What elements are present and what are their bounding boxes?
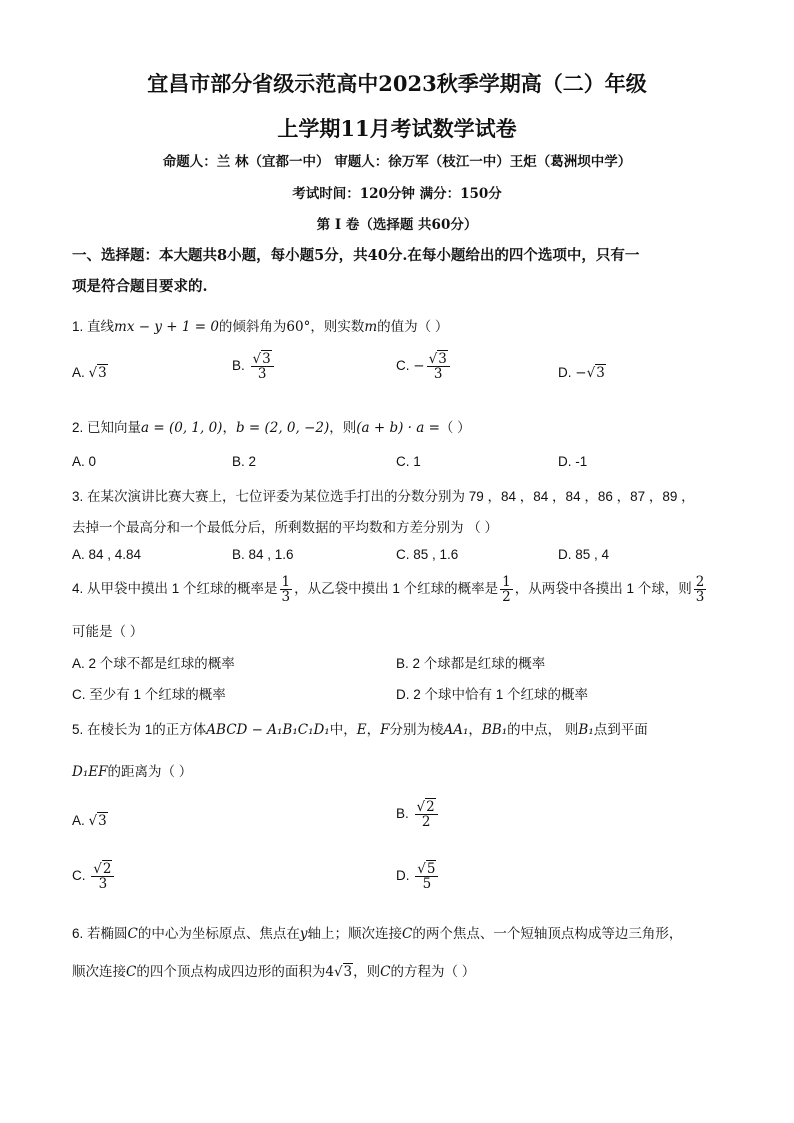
q4-text-part3: ，从两袋中各摸出 1 个球，则 <box>514 581 692 597</box>
q2-option-b[interactable]: B. 2 <box>232 454 257 469</box>
q1-number-text: 1. 直线 <box>72 319 115 334</box>
q1-option-a-value: √3 <box>88 365 107 381</box>
q1-option-a[interactable] <box>72 365 108 381</box>
q5-option-b-label: B. <box>396 806 409 822</box>
q2-text-start: 2. 已知向量 <box>72 420 142 435</box>
q5-cube-name: ABCD − A₁B₁C₁D₁ <box>206 722 330 738</box>
q6-text-part2: 的中心为坐标原点、焦点在 <box>137 926 300 941</box>
q2-end-text: （ ） <box>439 420 471 435</box>
q2-option-d[interactable]: D. -1 <box>558 454 588 469</box>
q4-fraction-2: $\frac{1}{2}$ <box>502 574 511 606</box>
question-2-stem <box>72 416 471 436</box>
q1-tail-text: ，则实数 <box>310 319 365 334</box>
q5-option-a-value: √3 <box>88 813 107 829</box>
q2-expression: (a + b) · a = <box>356 420 440 436</box>
q1-option-d[interactable] <box>558 365 606 381</box>
q1-angle: 60° <box>286 319 311 335</box>
q2-option-a[interactable]: A. 0 <box>72 454 97 469</box>
q5-text-part6: 点到平面 <box>593 722 648 737</box>
q2-vector-a: a = (0, 1, 0) <box>141 420 223 436</box>
q5-text-part3: 分别为棱 <box>389 722 444 737</box>
q5-comma: ， <box>366 722 381 737</box>
q1-option-b-fraction: $\frac{√3}{3}$ <box>251 352 274 381</box>
q6-text-part3: 轴上；顺次连接 <box>307 926 402 941</box>
q5-option-d-fraction: $\frac{√5}{5}$ <box>415 862 438 891</box>
question-3-line1: 3. 在某次演讲比赛大赛上，七位评委为某位选手打出的分数分别为 79 ，84 ，84 ，84 ，86 ，87 ，89 ， <box>72 489 695 504</box>
q5-option-d[interactable] <box>396 862 440 891</box>
q4-fraction-3: $\frac{2}{3}$ <box>695 574 705 606</box>
q6-area-coefficient: 4 <box>325 964 334 980</box>
q1-option-a-label: A. <box>72 365 85 380</box>
q4-option-d[interactable]: D. 2 个球中恰有 1 个红球的概率 <box>396 687 589 702</box>
q1-option-b-label: B. <box>232 358 245 374</box>
q5-plane-name: D₁EF <box>72 764 108 780</box>
q5-option-b[interactable] <box>396 800 440 829</box>
q6-ellipse-c: C <box>127 926 138 942</box>
q5-line2-tail: 的距离为（ ） <box>107 764 193 779</box>
q1-option-d-value: √3 <box>586 365 605 381</box>
q3-option-a[interactable]: A. 84 , 4.84 <box>72 547 142 562</box>
question-6-line2 <box>72 960 475 980</box>
q5-option-b-fraction: $\frac{√2}{2}$ <box>415 800 438 829</box>
authors-line: 命题人：兰 林（宜都一中） 审题人：徐万军（枝江一中）王炬（葛洲坝中学） <box>162 154 632 170</box>
section-instructions-line1: 一、选择题：本大题共8小题，每小题5分，共40分.在每小题给出的四个选项中，只有一 <box>72 247 640 264</box>
q3-option-c[interactable]: C. 85 , 1.6 <box>396 547 459 562</box>
q5-option-c-label: C. <box>72 868 86 884</box>
q6-line2-part1: 顺次连接 <box>72 964 126 979</box>
q2-then-text: ，则 <box>329 420 357 435</box>
q3-option-b[interactable]: B. 84 , 1.6 <box>232 547 294 562</box>
q5-edge-aa1: AA₁ <box>443 722 469 738</box>
q5-option-c[interactable] <box>72 862 116 891</box>
q1-end-text: 的值为（ ） <box>377 319 449 334</box>
q2-comma: ， <box>222 420 236 435</box>
q4-text-part1: 4. 从甲袋中摸出 1 个红球的概率是 <box>72 581 278 597</box>
q4-option-c[interactable]: C. 至少有 1 个红球的概率 <box>72 687 226 702</box>
exam-info-line: 考试时间：120分钟 满分：150分 <box>292 186 502 202</box>
q1-option-c[interactable] <box>396 352 452 381</box>
q4-option-a[interactable]: A. 2 个球不都是红球的概率 <box>72 656 235 671</box>
q5-option-d-label: D. <box>396 868 410 884</box>
q5-option-a[interactable] <box>72 813 108 829</box>
question-1-stem <box>72 315 448 335</box>
q4-fraction-1: $\frac{1}{3}$ <box>281 574 291 606</box>
q6-ellipse-c-4: C <box>380 964 391 980</box>
q6-line2-part2: 的四个顶点构成四边形的面积为 <box>136 964 326 979</box>
q5-edge-bb1: BB₁ <box>481 722 508 738</box>
question-3-line2: 去掉一个最高分和一个最低分后，所剩数据的平均数和方差分别为 （ ） <box>72 520 499 535</box>
part-heading: 第 I 卷（选择题 共60分） <box>316 217 478 233</box>
q5-point-b1: B₁ <box>578 722 594 738</box>
question-6-line1 <box>72 922 682 942</box>
q1-option-c-fraction: $\frac{√3}{3}$ <box>427 352 450 381</box>
q5-option-c-fraction: $\frac{√2}{3}$ <box>91 862 114 891</box>
q2-vector-b: b = (2, 0, −2) <box>235 420 330 436</box>
q1-option-d-sign: − <box>575 365 587 381</box>
question-5-line2 <box>72 760 192 780</box>
q5-text-part1: 5. 在棱长为 1的正方体 <box>72 722 207 737</box>
q1-option-c-sign: − <box>413 358 425 375</box>
q6-text-part4: 的两个焦点、一个短轴顶点构成等边三角形， <box>412 926 683 941</box>
q5-option-a-label: A. <box>72 813 85 828</box>
q5-text-part2: 中， <box>329 722 357 737</box>
q5-point-f: F <box>380 722 390 738</box>
q5-text-part5: 的中点， 则 <box>507 722 579 737</box>
question-4-stem <box>72 575 708 604</box>
q2-option-c[interactable]: C. 1 <box>396 454 421 469</box>
q6-area-radical: √3 <box>333 964 353 980</box>
q1-mid-text: 的倾斜角为 <box>218 319 287 334</box>
q1-option-c-label: C. <box>396 358 410 374</box>
q4-option-b[interactable]: B. 2 个球都是红球的概率 <box>396 656 546 671</box>
q6-ellipse-c-3: C <box>126 964 137 980</box>
q1-option-b[interactable] <box>232 352 276 381</box>
q5-point-e: E <box>356 722 367 738</box>
q5-text-part4: ， <box>468 722 482 737</box>
q6-axis-y: y <box>299 926 308 942</box>
q6-ellipse-c-2: C <box>402 926 413 942</box>
q6-line2-part3: ，则 <box>353 964 381 979</box>
exam-title-line2: 上学期11月考试数学试卷 <box>277 116 517 141</box>
q6-line2-part4: 的方程为（ ） <box>390 964 476 979</box>
q1-option-d-label: D. <box>558 365 572 380</box>
question-4-line2: 可能是（ ） <box>72 624 144 639</box>
question-5-stem <box>72 718 648 738</box>
q3-option-d[interactable]: D. 85 , 4 <box>558 547 610 562</box>
exam-title-line1: 宜昌市部分省级示范高中2023秋季学期高（二）年级 <box>147 71 647 96</box>
q4-text-part2: ，从乙袋中摸出 1 个红球的概率是 <box>294 581 499 597</box>
q1-line-equation: mx − y + 1 = 0 <box>114 319 219 335</box>
section-instructions-line2: 项是符合题目要求的. <box>72 278 208 295</box>
q1-variable: m <box>364 319 378 335</box>
q6-text-part1: 6. 若椭圆 <box>72 926 128 941</box>
